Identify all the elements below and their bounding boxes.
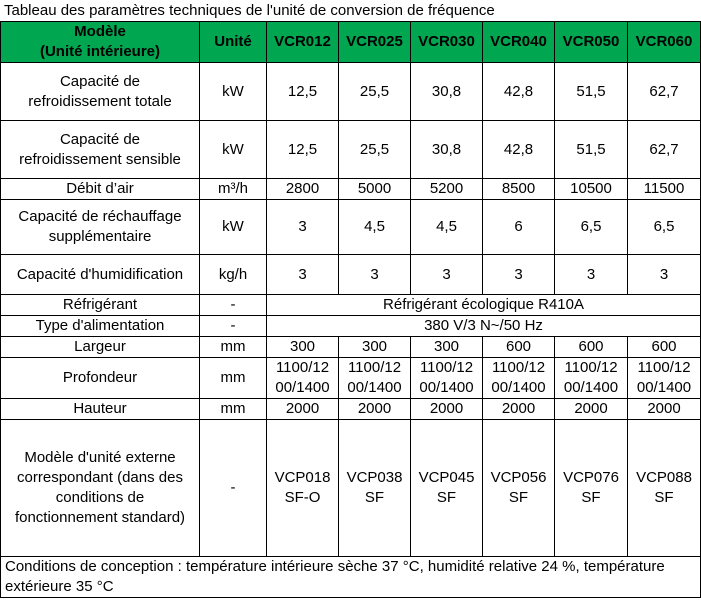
cell-value-merged: 380 V/3 N~/50 Hz: [267, 316, 701, 337]
header-model-name: VCR060: [628, 22, 701, 63]
cell-value: 2800: [267, 179, 339, 200]
row-outdoor-unit: [1, 420, 701, 557]
row-label: Largeur: [1, 337, 200, 358]
cell-value: 1100/12 00/1400: [267, 358, 339, 399]
row-unit: kg/h: [200, 255, 267, 295]
cell-value: 42,8: [483, 121, 555, 179]
cell-value: 3: [555, 255, 628, 295]
header-model-name: VCR050: [555, 22, 628, 63]
row-label: Profondeur: [1, 358, 200, 399]
row-label: Réfrigérant: [1, 295, 200, 316]
cell-value: 3: [483, 255, 555, 295]
row-unit: -: [200, 316, 267, 337]
table-caption: Tableau des paramètres techniques de l'unité de conversion de fréquence: [4, 2, 495, 19]
cell-value: 300: [339, 337, 411, 358]
cell-value: 3: [267, 255, 339, 295]
cell-value: 42,8: [483, 63, 555, 121]
row-unit: kW: [200, 121, 267, 179]
design-conditions-note: Conditions de conception : température intérieure sèche 37 °C, humidité relative 24 %, température extérieure 35 °C: [1, 557, 701, 598]
cell-value: 11500: [628, 179, 701, 200]
cell-value: 1100/12 00/1400: [339, 358, 411, 399]
cell-value: 6,5: [555, 200, 628, 255]
row-label: Capacité de réchauffage supplémentaire: [1, 200, 200, 255]
cell-value: VCP088 SF: [628, 420, 701, 557]
row-refrigerant: [1, 295, 701, 316]
header-unit: Unité: [200, 22, 267, 63]
cell-value: 30,8: [411, 63, 483, 121]
cell-value: 600: [628, 337, 701, 358]
cell-value: 4,5: [339, 200, 411, 255]
cell-value: 2000: [267, 399, 339, 420]
row-power-supply: [1, 316, 701, 337]
row-unit: mm: [200, 399, 267, 420]
cell-value: 3: [411, 255, 483, 295]
cell-value: 5200: [411, 179, 483, 200]
cell-value: 5000: [339, 179, 411, 200]
row-footnote: [1, 557, 701, 598]
row-unit: -: [200, 420, 267, 557]
row-unit: mm: [200, 358, 267, 399]
cell-value: 600: [483, 337, 555, 358]
row-unit: kW: [200, 63, 267, 121]
row-reheat: [1, 200, 701, 255]
row-humidification: [1, 255, 701, 295]
cell-value: 6,5: [628, 200, 701, 255]
row-label: Capacité de refroidissement totale: [1, 63, 200, 121]
cell-value: 3: [628, 255, 701, 295]
cell-value: 51,5: [555, 121, 628, 179]
header-row: [1, 22, 701, 63]
cell-value: VCP045 SF: [411, 420, 483, 557]
row-label: Hauteur: [1, 399, 200, 420]
cell-value: 2000: [339, 399, 411, 420]
cell-value: 62,7: [628, 63, 701, 121]
cell-value-merged: Réfrigérant écologique R410A: [267, 295, 701, 316]
cell-value: VCP018 SF-O: [267, 420, 339, 557]
cell-value: 12,5: [267, 121, 339, 179]
row-cooling-sensible: [1, 121, 701, 179]
cell-value: 12,5: [267, 63, 339, 121]
header-model: Modèle (Unité intérieure): [1, 22, 200, 63]
cell-value: 4,5: [411, 200, 483, 255]
cell-value: 10500: [555, 179, 628, 200]
row-unit: kW: [200, 200, 267, 255]
row-label: Modèle d'unité externe correspondant (dans des conditions de fonctionnement standard): [1, 420, 200, 557]
header-model-name: VCR040: [483, 22, 555, 63]
cell-value: VCP076 SF: [555, 420, 628, 557]
row-label: Capacité d'humidification: [1, 255, 200, 295]
cell-value: 8500: [483, 179, 555, 200]
cell-value: 25,5: [339, 121, 411, 179]
row-label: Type d'alimentation: [1, 316, 200, 337]
spec-table: [0, 21, 701, 598]
cell-value: 1100/12 00/1400: [483, 358, 555, 399]
row-width: [1, 337, 701, 358]
cell-value: 1100/12 00/1400: [411, 358, 483, 399]
cell-value: 2000: [555, 399, 628, 420]
cell-value: 51,5: [555, 63, 628, 121]
cell-value: 300: [267, 337, 339, 358]
row-airflow: [1, 179, 701, 200]
cell-value: 1100/12 00/1400: [555, 358, 628, 399]
cell-value: 30,8: [411, 121, 483, 179]
cell-value: 300: [411, 337, 483, 358]
row-depth: [1, 358, 701, 399]
row-unit: m³/h: [200, 179, 267, 200]
cell-value: 3: [339, 255, 411, 295]
cell-value: VCP056 SF: [483, 420, 555, 557]
header-model-name: VCR012: [267, 22, 339, 63]
row-label: Capacité de refroidissement sensible: [1, 121, 200, 179]
cell-value: 6: [483, 200, 555, 255]
cell-value: 3: [267, 200, 339, 255]
cell-value: VCP038 SF: [339, 420, 411, 557]
row-unit: mm: [200, 337, 267, 358]
header-model-name: VCR030: [411, 22, 483, 63]
cell-value: 25,5: [339, 63, 411, 121]
cell-value: 2000: [411, 399, 483, 420]
row-height: [1, 399, 701, 420]
cell-value: 2000: [628, 399, 701, 420]
cell-value: 62,7: [628, 121, 701, 179]
row-label: Débit d’air: [1, 179, 200, 200]
row-cooling-total: [1, 63, 701, 121]
header-model-name: VCR025: [339, 22, 411, 63]
cell-value: 600: [555, 337, 628, 358]
cell-value: 2000: [483, 399, 555, 420]
cell-value: 1100/12 00/1400: [628, 358, 701, 399]
row-unit: -: [200, 295, 267, 316]
